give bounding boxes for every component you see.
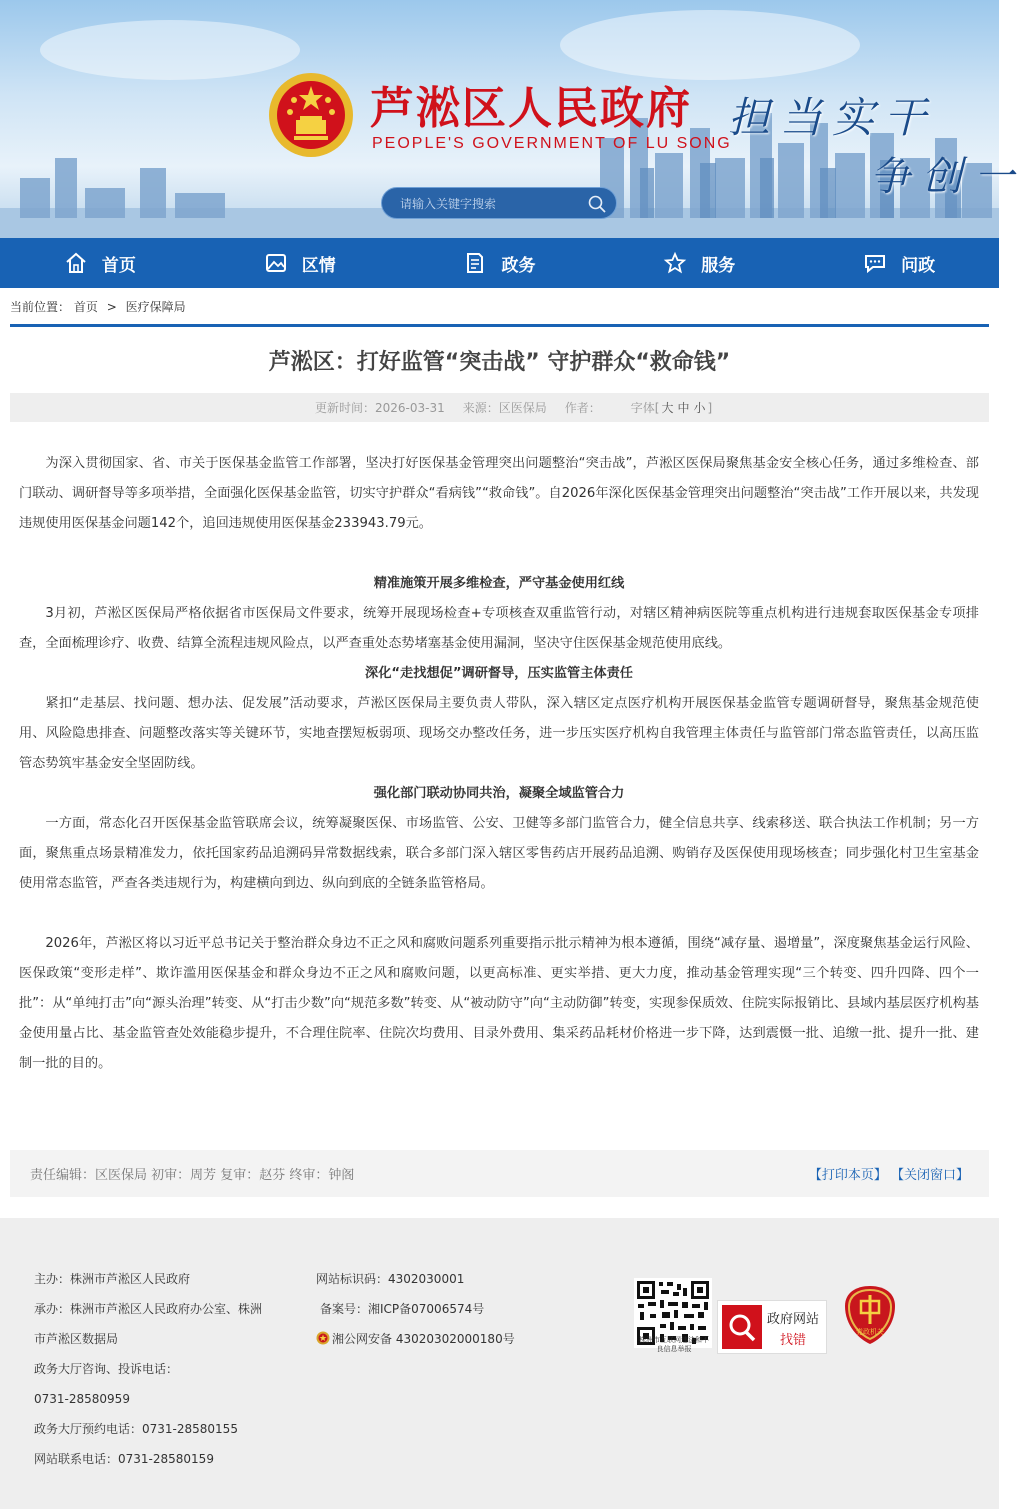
national-emblem-icon: [266, 70, 356, 160]
badge-label: 党政机关: [856, 1328, 884, 1336]
footer-site-id: 网站标识码：4302030001: [316, 1272, 465, 1286]
article-meta-bar: [10, 393, 989, 422]
section-heading: 强化部门联动协同共治，凝聚全域监管合力: [373, 786, 625, 801]
article-title: 芦淞区：打好监管“突击战” 守护群众“救命钱”: [268, 350, 731, 375]
editor-actions: [809, 1164, 969, 1183]
footer-hall-phone-label: 政务大厅咨询、投诉电话：: [34, 1362, 179, 1376]
breadcrumb-current-link[interactable]: 医疗保障局: [125, 300, 186, 314]
footer-icp-link[interactable]: 备案号：湘ICP备07006574号: [320, 1302, 485, 1316]
footer-organizer: 承办：株洲市芦淞区人民政府办公室、株洲市芦淞区数据局: [34, 1302, 263, 1346]
cloud-shape: [560, 10, 860, 80]
section-paragraph: 紧扣“走基层、找问题、想办法、促发展”活动要求，芦淞区医保局主要负责人带队，深入辖区定点医疗机构开展医保基金监管专题调研督导，聚焦基金规范使用、风险隐患排查、问题整改落实等关键环节，实地查摆短板弱项、现场交办整改任务，进一步压实医疗机构自我管理主体责任与监管部门常态监管责任，以高压监管态势筑牢基金安全坚固防线。: [19, 696, 979, 771]
closing-paragraph: 2026年，芦淞区将以习近平总书记关于整治群众身边不正之风和腐败问题系列重要指示批示精神为根本遵循，围绕“减存量、遏增量”，深度聚焦基金运行风险、医保政策“变形走样”、欺诈滥用医保基金和群众身边不正之风和腐败问题，以更高标准、更实举措、更大力度，推动基金管理实现“三个转变、四升四降、四个一批”：从“单纯打击”向“源头治理”转变、从“打击少数”向“规范多数”转变、从“被动防守”向“主动防御”转变，实现参保质效、住院实际报销比、县域内基层医疗机构基金使用量占比、基金监管查处效能稳步提升，不合理住院率、住院次均费用、目录外费用、集采药品耗材价格进一步下降，达到震慑一批、追缴一批、提升一批、建制一批的目的。: [19, 936, 979, 1071]
nav-item-services[interactable]: [599, 238, 799, 288]
header-banner: [0, 0, 1026, 238]
gov-find-subtitle: 找错: [779, 1333, 806, 1348]
article-source: 来源：区医保局: [462, 401, 547, 415]
footer-hall-phone: 0731-28580959: [34, 1392, 130, 1406]
section-heading: 精准施策开展多维检查，严守基金使用红线: [373, 576, 625, 591]
nav-label: 区情: [301, 255, 336, 276]
section-paragraph: 3月初，芦淞区医保局严格依据省市医保局文件要求，统筹开展现场检查+专项核查双重监管行动，对辖区精神病医院等重点机构进行违规套取医保基金专项排查，全面梳理诊疗、收费、结算全流程违规风险点，以严查重处态势堵塞基金使用漏洞，坚决守住医保基金规范使用底线。: [19, 606, 979, 651]
editor-bar: [10, 1150, 989, 1197]
breadcrumb-separator: >: [106, 300, 117, 314]
chat-icon: [863, 251, 887, 275]
font-size-label: 字体[: [630, 401, 660, 415]
cloud-shape: [40, 20, 300, 80]
site-subtitle: PEOPLE'S GOVERNMENT OF LU SONG: [372, 135, 732, 152]
section-heading: 深化“走找想促”调研督导，压实监管主体责任: [365, 666, 633, 681]
slogan-line-2: 争创一: [870, 154, 1026, 200]
image-icon: [264, 251, 288, 275]
main-nav: [0, 238, 999, 288]
nav-item-home[interactable]: [0, 238, 200, 288]
gov-website-find-error-button[interactable]: [717, 1300, 827, 1354]
font-size-close-bracket: ]: [707, 400, 713, 415]
font-size-medium-button[interactable]: 中: [677, 401, 690, 415]
footer-police-text: 湘公网安备 43020302000180号: [332, 1332, 515, 1346]
search-box: [381, 187, 617, 219]
nav-label: 政务: [501, 255, 536, 276]
find-error-logo: [722, 1305, 762, 1349]
breadcrumb-prefix: 当前位置：: [10, 300, 71, 314]
search-input[interactable]: [400, 192, 580, 216]
slogan-line-1: 担当实干: [728, 93, 937, 142]
star-icon: [663, 251, 687, 275]
breadcrumb-home-link[interactable]: 首页: [73, 300, 98, 314]
site-title: 芦淞区人民政府: [370, 83, 692, 134]
update-time: 更新时间：2026-03-31: [315, 401, 445, 415]
footer-booking-phone: 政务大厅预约电话：0731-28580155: [34, 1422, 238, 1436]
article-author: 作者：: [564, 401, 601, 415]
editor-info: 责任编辑：区医保局 初审：周芳 复审：赵芬 终审：钟阁: [30, 1168, 355, 1183]
document-icon: [463, 251, 487, 275]
qr-caption: 株洲市互联网违法和不良信息举报: [639, 1336, 709, 1353]
footer-site-phone: 网站联系电话：0731-28580159: [34, 1452, 214, 1466]
party-government-badge-icon[interactable]: [843, 1284, 897, 1346]
breadcrumb-divider: [10, 324, 989, 327]
magnifier-icon: [722, 1305, 762, 1349]
font-size-small-button[interactable]: 小: [693, 401, 706, 415]
footer: [0, 1218, 999, 1509]
section-paragraph: 一方面，常态化召开医保基金监管联席会议，统筹凝聚医保、市场监管、公安、卫健等多部门监管合力，健全信息共享、线索移送、联合执法工作机制；另一方面，聚焦重点场景精准发力，依托国家药品追溯码异常数据线索，联合多部门深入辖区零售药店开展药品追溯、购销存及医保使用现场核查；同步强化村卫生室基金使用常态监管，严查各类违规行为，构建横向到边、纵向到底的全链条监管格局。: [19, 816, 979, 891]
footer-registration: [316, 1264, 576, 1354]
gov-find-title: 政府网站: [766, 1312, 819, 1327]
close-window-link[interactable]: 【关闭窗口】: [890, 1168, 969, 1183]
nav-item-government-affairs[interactable]: [400, 238, 600, 288]
paragraph-gap: [19, 899, 979, 929]
home-icon: [64, 251, 88, 275]
nav-label: 首页: [101, 255, 136, 276]
font-size-large-button[interactable]: 大: [661, 401, 674, 415]
paragraph-gap: [19, 539, 979, 569]
search-icon[interactable]: [587, 194, 607, 214]
print-page-link[interactable]: 【打印本页】: [808, 1168, 887, 1183]
article-content: [19, 449, 979, 1079]
footer-police-record[interactable]: [316, 1324, 576, 1354]
nav-item-inquiry[interactable]: [799, 238, 999, 288]
nav-label: 服务: [701, 255, 736, 276]
intro-paragraph: 为深入贯彻国家、省、市关于医保基金监管工作部署，坚决打好医保基金管理突出问题整治“突击战”，芦淞区医保局聚焦基金安全核心任务，通过多维检查、部门联动、调研督导等多项举措，全面强化医保基金监管，切实守护群众“看病钱”“救命钱”。自2026年深化医保基金管理突出问题整治“突击战”工作开展以来，共发现违规使用医保基金问题142个，追回违规使用医保基金233943.79元。: [19, 456, 979, 531]
footer-host: 主办：株洲市芦淞区人民政府: [34, 1272, 191, 1286]
breadcrumb: [10, 298, 186, 315]
nav-item-district[interactable]: [200, 238, 400, 288]
police-badge-icon: [316, 1331, 330, 1345]
nav-label: 问政: [901, 255, 936, 276]
footer-contact: [34, 1264, 264, 1474]
